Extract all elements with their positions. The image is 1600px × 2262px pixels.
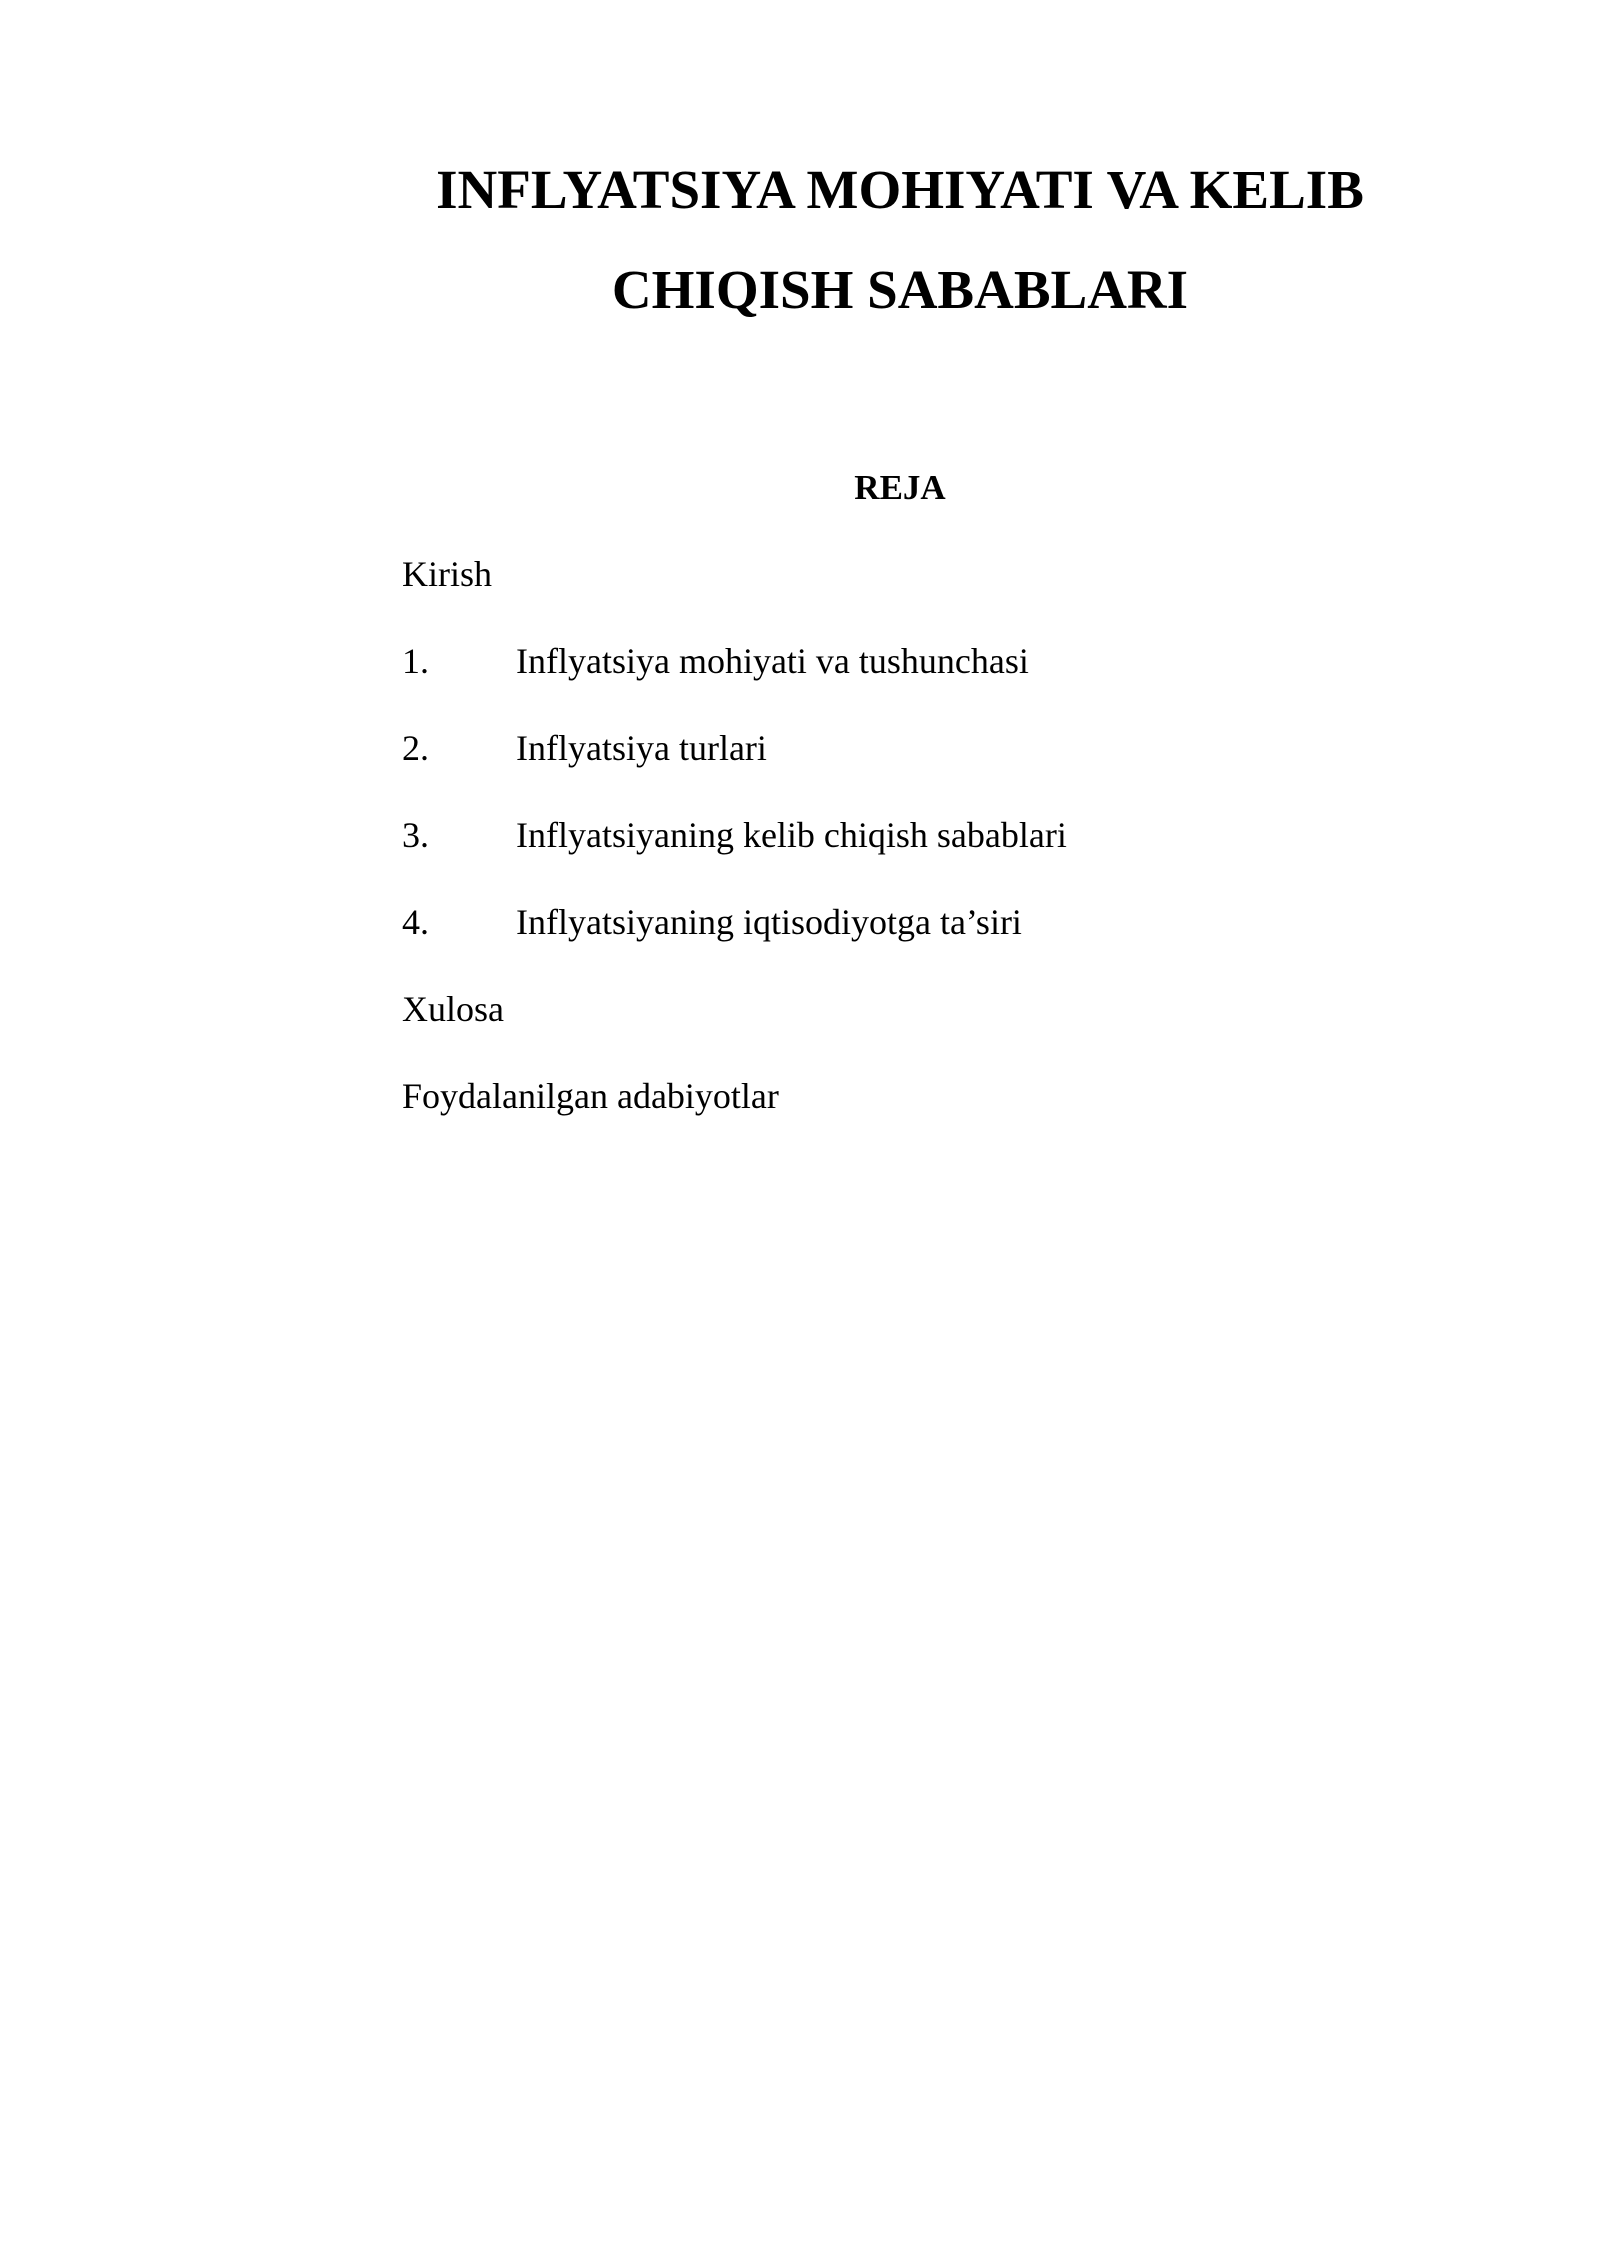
plan-references (402, 1068, 1402, 1155)
plan-item (402, 720, 1402, 807)
plan-item-number: 3. (402, 815, 429, 855)
plan-references-text: Foydalanilgan adabiyotlar (402, 1076, 779, 1116)
plan-item-text: Inflyatsiyaning kelib chiqish sabablari (516, 815, 1067, 855)
plan-item-number: 1. (402, 641, 429, 681)
plan-item-number: 4. (402, 902, 429, 942)
plan-intro-text: Kirish (402, 554, 492, 594)
plan-item (402, 807, 1402, 894)
plan-item (402, 894, 1402, 981)
plan-list (402, 546, 1402, 1155)
plan-conclusion (402, 981, 1402, 1068)
plan-heading: REJA (854, 468, 946, 507)
plan-item-number: 2. (402, 728, 429, 768)
plan-conclusion-text: Xulosa (402, 989, 504, 1029)
plan-item-text: Inflyatsiyaning iqtisodiyotga ta’siri (516, 902, 1022, 942)
plan-item-text: Inflyatsiya turlari (516, 728, 767, 768)
plan-intro (402, 546, 1402, 633)
plan-item (402, 633, 1402, 720)
title-line-2: CHIQISH SABABLARI (611, 259, 1189, 320)
plan-item-text: Inflyatsiya mohiyati va tushunchasi (516, 641, 1029, 681)
title-line-1: INFLYATSIYA MOHIYATI VA KELIB (436, 159, 1364, 220)
document-title (400, 140, 1400, 340)
